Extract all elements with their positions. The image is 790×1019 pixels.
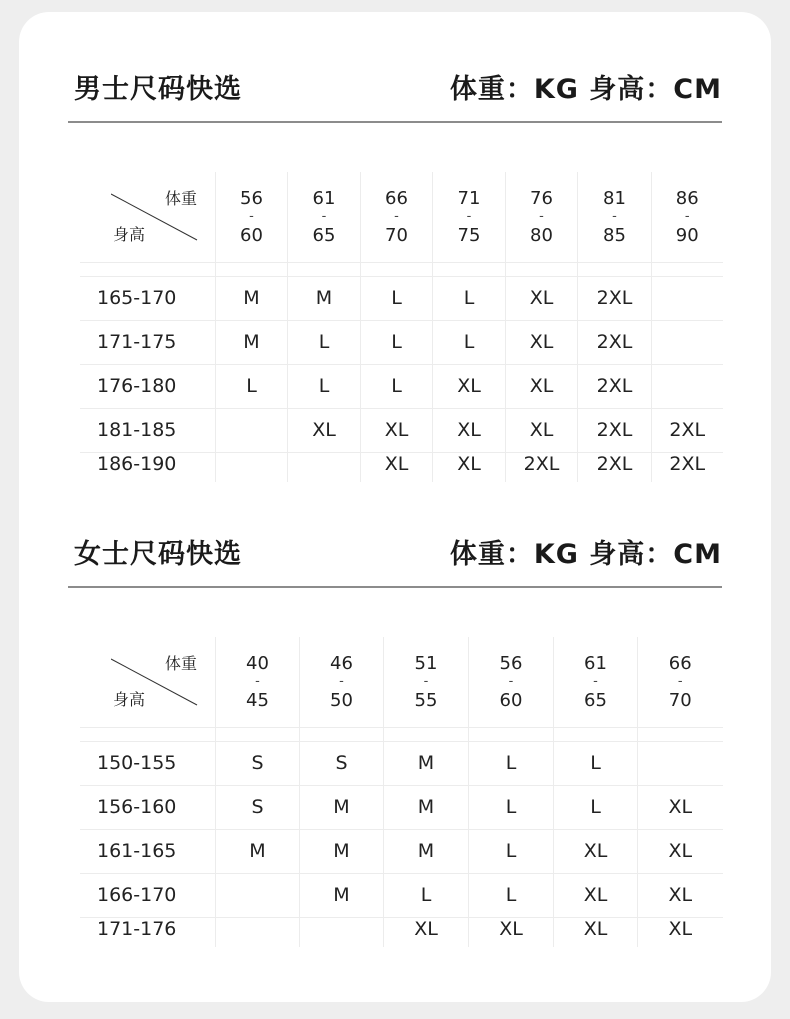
weight-range-to: 65: [312, 224, 336, 246]
weight-range-dash: -: [466, 208, 472, 224]
spacer-cell: [288, 262, 361, 276]
women-divider: [68, 586, 722, 588]
size-cell: XL: [433, 452, 506, 482]
height-range-cell: 156-160: [80, 785, 216, 829]
weight-range-to: 60: [240, 224, 263, 246]
height-range-cell: 150-155: [80, 741, 216, 785]
size-cell: M: [216, 829, 300, 873]
spacer-cell: [433, 262, 506, 276]
women-header-row: [80, 637, 723, 727]
weight-range-from: 61: [584, 652, 607, 674]
size-cell: XL: [638, 873, 723, 917]
men-title: 男士尺码快选: [74, 74, 242, 105]
weight-range-header: [554, 637, 638, 727]
weight-range-dash: -: [394, 208, 399, 224]
size-cell: S: [300, 741, 384, 785]
table-row: [80, 276, 723, 320]
size-cell: [216, 917, 300, 947]
size-cell: M: [300, 785, 384, 829]
size-cell: XL: [469, 917, 554, 947]
height-range-cell: 165-170: [80, 276, 216, 320]
size-cell: L: [554, 785, 638, 829]
size-cell: L: [361, 276, 433, 320]
weight-range-to: 55: [414, 689, 438, 711]
weight-range-dash: -: [593, 673, 598, 689]
size-cell: XL: [554, 829, 638, 873]
height-range-cell: 181-185: [80, 408, 216, 452]
height-range-cell: 176-180: [80, 364, 216, 408]
women-title: 女士尺码快选: [74, 539, 242, 570]
weight-range-to: 85: [603, 224, 626, 246]
size-cell: XL: [506, 320, 578, 364]
weight-range-header: [288, 172, 361, 262]
women-size-table: [80, 637, 723, 947]
size-cell: L: [469, 829, 554, 873]
weight-range-dash: -: [339, 673, 344, 689]
table-row: [80, 452, 723, 482]
size-cell: M: [300, 829, 384, 873]
table-row: [80, 917, 723, 947]
women-units: 体重：KG 身高：CM: [449, 539, 722, 570]
size-cell: XL: [506, 276, 578, 320]
size-cell: 2XL: [578, 320, 652, 364]
size-cell: L: [288, 320, 361, 364]
size-cell: M: [216, 276, 288, 320]
size-cell: M: [384, 785, 469, 829]
weight-range-header: [384, 637, 469, 727]
spacer-row: [80, 262, 723, 276]
size-cell: XL: [638, 785, 723, 829]
size-cell: 2XL: [652, 408, 723, 452]
size-cell: XL: [638, 917, 723, 947]
table-row: [80, 785, 723, 829]
weight-range-to: 70: [668, 689, 692, 711]
weight-range-dash: -: [249, 208, 254, 224]
weight-range-from: 40: [246, 652, 269, 674]
size-guide-card: [19, 12, 771, 1002]
spacer-cell: [469, 727, 554, 741]
spacer-cell: [361, 262, 433, 276]
size-cell: [652, 276, 723, 320]
height-label: 身高: [113, 224, 146, 244]
weight-range-from: 61: [312, 187, 336, 209]
weight-range-dash: -: [677, 673, 683, 689]
height-range-cell: 161-165: [80, 829, 216, 873]
weight-label: 体重: [165, 653, 198, 673]
size-cell: [216, 873, 300, 917]
size-cell: L: [384, 873, 469, 917]
size-cell: [652, 320, 723, 364]
men-header-row: [80, 172, 723, 262]
weight-range-header: [469, 637, 554, 727]
size-cell: XL: [506, 408, 578, 452]
table-row: [80, 320, 723, 364]
weight-range-from: 51: [414, 652, 438, 674]
spacer-cell: [578, 262, 652, 276]
spacer-cell: [384, 727, 469, 741]
weight-range-dash: -: [508, 673, 514, 689]
weight-range-from: 71: [457, 187, 481, 209]
women-corner-cell: [80, 637, 216, 727]
size-cell: [652, 364, 723, 408]
table-row: [80, 829, 723, 873]
weight-range-dash: -: [612, 208, 617, 224]
weight-range-from: 56: [499, 652, 523, 674]
size-cell: M: [384, 741, 469, 785]
weight-range-to: 50: [330, 689, 353, 711]
size-cell: M: [288, 276, 361, 320]
weight-range-header: [433, 172, 506, 262]
size-cell: M: [384, 829, 469, 873]
size-cell: [638, 741, 723, 785]
weight-range-dash: -: [684, 208, 690, 224]
weight-range-to: 60: [499, 689, 523, 711]
height-range-cell: 171-176: [97, 917, 177, 940]
size-cell: 2XL: [578, 276, 652, 320]
men-size-table: [80, 172, 723, 482]
weight-range-from: 86: [675, 187, 699, 209]
size-cell: L: [433, 276, 506, 320]
size-cell: XL: [288, 408, 361, 452]
size-cell: L: [469, 741, 554, 785]
size-cell: [300, 917, 384, 947]
weight-range-from: 76: [530, 187, 553, 209]
size-cell: XL: [554, 917, 638, 947]
size-cell: L: [361, 320, 433, 364]
weight-range-header: [638, 637, 723, 727]
size-cell: XL: [361, 452, 433, 482]
size-cell: XL: [361, 408, 433, 452]
weight-range-to: 70: [385, 224, 408, 246]
weight-label: 体重: [165, 188, 198, 208]
weight-range-dash: -: [321, 208, 327, 224]
weight-range-header: [578, 172, 652, 262]
spacer-cell: [652, 262, 723, 276]
spacer-cell: [216, 262, 288, 276]
weight-range-header: [300, 637, 384, 727]
weight-range-to: 75: [457, 224, 481, 246]
weight-range-header: [652, 172, 723, 262]
height-range-cell: 166-170: [80, 873, 216, 917]
weight-range-to: 65: [584, 689, 607, 711]
weight-range-header: [361, 172, 433, 262]
men-corner-cell: [80, 172, 216, 262]
spacer-row: [80, 727, 723, 741]
size-cell: M: [300, 873, 384, 917]
table-row: [80, 408, 723, 452]
weight-range-from: 46: [330, 652, 353, 674]
size-cell: XL: [433, 408, 506, 452]
weight-range-dash: -: [539, 208, 544, 224]
size-cell: L: [216, 364, 288, 408]
spacer-cell: [80, 262, 216, 276]
size-cell: S: [216, 741, 300, 785]
spacer-cell: [300, 727, 384, 741]
size-cell: [216, 408, 288, 452]
size-cell: [216, 452, 288, 482]
men-header: [68, 70, 722, 130]
size-cell: 2XL: [506, 452, 578, 482]
weight-range-to: 90: [675, 224, 699, 246]
size-cell: S: [216, 785, 300, 829]
weight-range-dash: -: [423, 673, 429, 689]
weight-range-from: 81: [603, 187, 626, 209]
weight-range-from: 66: [385, 187, 408, 209]
size-cell: L: [361, 364, 433, 408]
size-cell: 2XL: [578, 408, 652, 452]
size-cell: L: [469, 873, 554, 917]
spacer-cell: [506, 262, 578, 276]
size-cell: [288, 452, 361, 482]
size-cell: 2XL: [578, 452, 652, 482]
weight-range-to: 80: [530, 224, 553, 246]
spacer-cell: [638, 727, 723, 741]
spacer-cell: [216, 727, 300, 741]
weight-range-dash: -: [255, 673, 260, 689]
size-cell: L: [433, 320, 506, 364]
table-row: [80, 364, 723, 408]
spacer-cell: [80, 727, 216, 741]
weight-range-header: [216, 172, 288, 262]
men-units: 体重：KG 身高：CM: [449, 74, 722, 105]
weight-range-from: 66: [668, 652, 692, 674]
size-cell: L: [288, 364, 361, 408]
size-cell: XL: [506, 364, 578, 408]
men-divider: [68, 121, 722, 123]
weight-range-header: [506, 172, 578, 262]
size-cell: 2XL: [578, 364, 652, 408]
table-row: [80, 741, 723, 785]
height-range-cell: 186-190: [97, 452, 177, 475]
size-cell: XL: [433, 364, 506, 408]
size-cell: M: [216, 320, 288, 364]
size-cell: XL: [554, 873, 638, 917]
table-row: [80, 873, 723, 917]
spacer-cell: [554, 727, 638, 741]
size-cell: L: [469, 785, 554, 829]
size-cell: XL: [638, 829, 723, 873]
size-cell: 2XL: [652, 452, 723, 482]
size-cell: XL: [384, 917, 469, 947]
weight-range-to: 45: [246, 689, 269, 711]
weight-range-header: [216, 637, 300, 727]
height-label: 身高: [113, 689, 146, 709]
weight-range-from: 56: [240, 187, 263, 209]
women-header: [68, 535, 722, 595]
size-cell: L: [554, 741, 638, 785]
height-range-cell: 171-175: [80, 320, 216, 364]
